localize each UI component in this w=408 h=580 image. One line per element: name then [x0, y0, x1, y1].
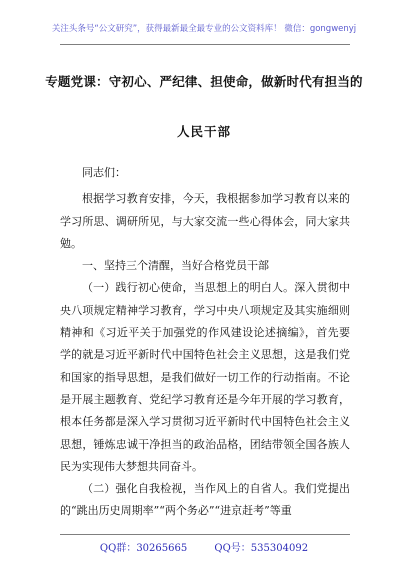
header-divider: [60, 44, 350, 45]
greeting: 同志们：: [82, 166, 126, 179]
page-footer: [0, 539, 408, 554]
footer-qq-group: QQ群：30265665: [99, 543, 188, 554]
section-heading-1: 一、坚持三个清醒，当好合格党员干部: [82, 259, 269, 273]
footer-qq-number: QQ号：535304092: [214, 543, 309, 554]
page-header-banner: 关注头条号“公文研究”，获得最新最全最专业的公文资料库！ 微信：gongwenyj: [51, 24, 357, 34]
document-body: [60, 162, 350, 523]
paragraph-1: （一）践行初心使命，当思想上的明白人。深入贯彻中央八项规定精神学习教育，学习中央八项规定及其实施细则精神和《习近平关于加强党的作风建设论述摘编》，首先要学的就是习近平新时代中国特色社会主义思想，这是我们党和国家的指导思想，是我们做好一切工作的行动指南。不论是开展主题教育、党纪学习教育还是今年开展的学习教育，根本任务都是深入学习贯彻习近平新时代中国特色社会主义思想，锤炼忠诚干净担当的政治品格，团结带领全国各族人民为实现伟大梦想共同奋斗。: [60, 281, 350, 473]
paragraph-2: （二）强化自我检视，当作风上的自省人。我们党提出的“跳出历史周期率”“两个务必”“进京赶考”等重: [60, 482, 350, 518]
document-title-line-2: 人民干部: [176, 124, 231, 139]
document-title-line-1: 专题党课：守初心、严纪律、担使命，做新时代有担当的: [45, 74, 363, 89]
paragraph-intro: 根据学习教育安排，今天，我根据参加学习教育以来的学习所思、调研所见，与大家交流一些心得体会，同大家共勉。: [60, 192, 350, 250]
footer-divider: [60, 534, 350, 535]
